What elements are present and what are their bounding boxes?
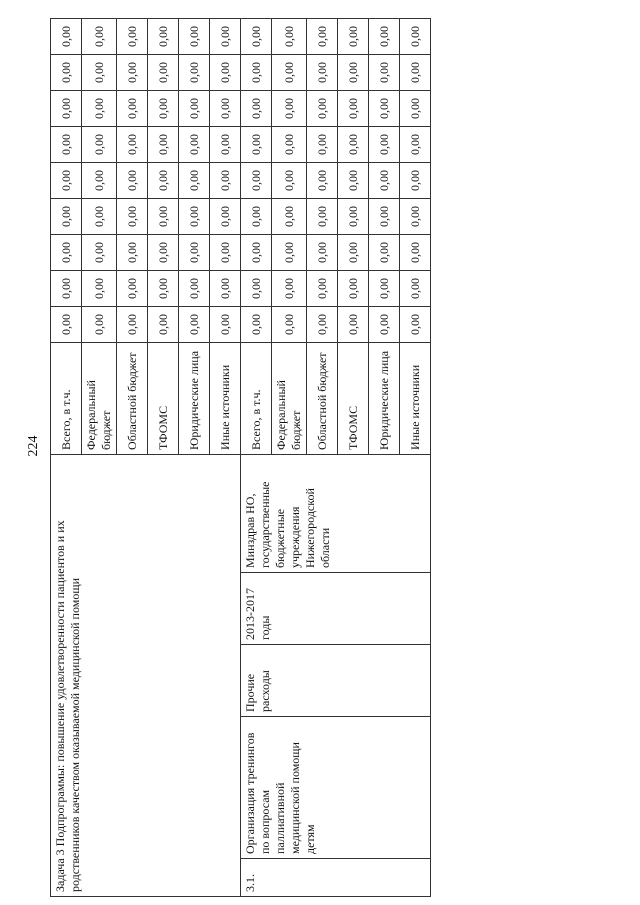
value-cell: 0,00 bbox=[51, 126, 82, 162]
value-cell: 0,00 bbox=[179, 234, 210, 270]
funding-source-label: ТФОМС bbox=[338, 342, 369, 454]
value-cell: 0,00 bbox=[148, 126, 179, 162]
value-cell: 0,00 bbox=[272, 18, 307, 54]
value-cell: 0,00 bbox=[179, 198, 210, 234]
value-cell: 0,00 bbox=[148, 306, 179, 342]
financing-table bbox=[50, 18, 431, 897]
value-cell: 0,00 bbox=[400, 162, 431, 198]
table-row bbox=[51, 18, 82, 896]
value-cell: 0,00 bbox=[307, 90, 338, 126]
value-cell: 0,00 bbox=[338, 270, 369, 306]
value-cell: 0,00 bbox=[210, 198, 241, 234]
value-cell: 0,00 bbox=[307, 306, 338, 342]
value-cell: 0,00 bbox=[369, 234, 400, 270]
value-cell: 0,00 bbox=[82, 126, 117, 162]
funding-source-label: Областной бюджет bbox=[117, 342, 148, 454]
value-cell: 0,00 bbox=[272, 270, 307, 306]
page-number: 224 bbox=[26, 435, 41, 457]
value-cell: 0,00 bbox=[51, 54, 82, 90]
expense-type: Прочие расходы bbox=[241, 645, 431, 717]
value-cell: 0,00 bbox=[241, 234, 272, 270]
value-cell: 0,00 bbox=[241, 270, 272, 306]
value-cell: 0,00 bbox=[338, 126, 369, 162]
value-cell: 0,00 bbox=[148, 90, 179, 126]
value-cell: 0,00 bbox=[210, 306, 241, 342]
value-cell: 0,00 bbox=[148, 234, 179, 270]
value-cell: 0,00 bbox=[369, 162, 400, 198]
activity-executor: Минздрав НО, государственные бюджетные учреждения Нижегородской области bbox=[241, 454, 431, 572]
value-cell: 0,00 bbox=[400, 198, 431, 234]
value-cell: 0,00 bbox=[179, 162, 210, 198]
value-cell: 0,00 bbox=[307, 162, 338, 198]
value-cell: 0,00 bbox=[400, 270, 431, 306]
funding-source-label: Иные источники bbox=[210, 342, 241, 454]
value-cell: 0,00 bbox=[369, 18, 400, 54]
value-cell: 0,00 bbox=[272, 198, 307, 234]
funding-source-label: Всего, в т.ч. bbox=[241, 342, 272, 454]
value-cell: 0,00 bbox=[82, 90, 117, 126]
value-cell: 0,00 bbox=[117, 234, 148, 270]
value-cell: 0,00 bbox=[82, 54, 117, 90]
value-cell: 0,00 bbox=[272, 234, 307, 270]
value-cell: 0,00 bbox=[241, 306, 272, 342]
value-cell: 0,00 bbox=[148, 270, 179, 306]
value-cell: 0,00 bbox=[210, 90, 241, 126]
value-cell: 0,00 bbox=[117, 162, 148, 198]
funding-source-label: Юридические лица bbox=[179, 342, 210, 454]
value-cell: 0,00 bbox=[117, 90, 148, 126]
activity-period: 2013-2017 годы bbox=[241, 573, 431, 645]
value-cell: 0,00 bbox=[117, 126, 148, 162]
value-cell: 0,00 bbox=[272, 54, 307, 90]
value-cell: 0,00 bbox=[400, 54, 431, 90]
value-cell: 0,00 bbox=[338, 90, 369, 126]
value-cell: 0,00 bbox=[210, 270, 241, 306]
value-cell: 0,00 bbox=[400, 18, 431, 54]
value-cell: 0,00 bbox=[400, 234, 431, 270]
value-cell: 0,00 bbox=[272, 90, 307, 126]
value-cell: 0,00 bbox=[51, 162, 82, 198]
value-cell: 0,00 bbox=[82, 234, 117, 270]
value-cell: 0,00 bbox=[338, 198, 369, 234]
value-cell: 0,00 bbox=[179, 54, 210, 90]
value-cell: 0,00 bbox=[179, 90, 210, 126]
value-cell: 0,00 bbox=[210, 234, 241, 270]
value-cell: 0,00 bbox=[369, 90, 400, 126]
value-cell: 0,00 bbox=[272, 162, 307, 198]
value-cell: 0,00 bbox=[369, 270, 400, 306]
value-cell: 0,00 bbox=[241, 90, 272, 126]
value-cell: 0,00 bbox=[338, 306, 369, 342]
value-cell: 0,00 bbox=[241, 18, 272, 54]
funding-source-label: Федеральный бюджет bbox=[82, 342, 117, 454]
value-cell: 0,00 bbox=[241, 162, 272, 198]
value-cell: 0,00 bbox=[148, 18, 179, 54]
value-cell: 0,00 bbox=[210, 162, 241, 198]
value-cell: 0,00 bbox=[400, 126, 431, 162]
value-cell: 0,00 bbox=[307, 234, 338, 270]
value-cell: 0,00 bbox=[307, 54, 338, 90]
value-cell: 0,00 bbox=[51, 270, 82, 306]
value-cell: 0,00 bbox=[210, 54, 241, 90]
value-cell: 0,00 bbox=[369, 198, 400, 234]
funding-source-label: Федеральный бюджет bbox=[272, 342, 307, 454]
value-cell: 0,00 bbox=[117, 198, 148, 234]
value-cell: 0,00 bbox=[179, 306, 210, 342]
value-cell: 0,00 bbox=[369, 126, 400, 162]
value-cell: 0,00 bbox=[82, 18, 117, 54]
value-cell: 0,00 bbox=[241, 198, 272, 234]
value-cell: 0,00 bbox=[51, 234, 82, 270]
value-cell: 0,00 bbox=[272, 306, 307, 342]
value-cell: 0,00 bbox=[307, 126, 338, 162]
table-row bbox=[241, 18, 272, 896]
value-cell: 0,00 bbox=[117, 54, 148, 90]
value-cell: 0,00 bbox=[307, 18, 338, 54]
value-cell: 0,00 bbox=[82, 270, 117, 306]
value-cell: 0,00 bbox=[148, 198, 179, 234]
value-cell: 0,00 bbox=[241, 126, 272, 162]
value-cell: 0,00 bbox=[210, 126, 241, 162]
value-cell: 0,00 bbox=[179, 270, 210, 306]
value-cell: 0,00 bbox=[210, 18, 241, 54]
funding-source-label: Иные источники bbox=[400, 342, 431, 454]
activity-name: Организация тренингов по вопросам паллиативной медицинской помощи детям bbox=[241, 717, 431, 859]
value-cell: 0,00 bbox=[307, 198, 338, 234]
value-cell: 0,00 bbox=[51, 306, 82, 342]
value-cell: 0,00 bbox=[82, 162, 117, 198]
value-cell: 0,00 bbox=[117, 270, 148, 306]
funding-source-label: Областной бюджет bbox=[307, 342, 338, 454]
value-cell: 0,00 bbox=[51, 90, 82, 126]
funding-source-label: Всего, в т.ч. bbox=[51, 342, 82, 454]
value-cell: 0,00 bbox=[400, 306, 431, 342]
value-cell: 0,00 bbox=[179, 126, 210, 162]
value-cell: 0,00 bbox=[148, 54, 179, 90]
activity-number: 3.1. bbox=[241, 859, 431, 897]
value-cell: 0,00 bbox=[338, 18, 369, 54]
value-cell: 0,00 bbox=[179, 18, 210, 54]
value-cell: 0,00 bbox=[307, 270, 338, 306]
funding-source-label: ТФОМС bbox=[148, 342, 179, 454]
value-cell: 0,00 bbox=[51, 18, 82, 54]
value-cell: 0,00 bbox=[82, 306, 117, 342]
funding-source-label: Юридические лица bbox=[369, 342, 400, 454]
value-cell: 0,00 bbox=[272, 126, 307, 162]
value-cell: 0,00 bbox=[241, 54, 272, 90]
value-cell: 0,00 bbox=[338, 162, 369, 198]
value-cell: 0,00 bbox=[117, 18, 148, 54]
value-cell: 0,00 bbox=[369, 54, 400, 90]
task-description: Задача 3 Подпрограммы: повышение удовлетворенности пациентов и их родственников качеством оказываемой медицинской помощи bbox=[51, 454, 241, 896]
value-cell: 0,00 bbox=[400, 90, 431, 126]
value-cell: 0,00 bbox=[338, 54, 369, 90]
value-cell: 0,00 bbox=[51, 198, 82, 234]
value-cell: 0,00 bbox=[82, 198, 117, 234]
value-cell: 0,00 bbox=[117, 306, 148, 342]
value-cell: 0,00 bbox=[369, 306, 400, 342]
value-cell: 0,00 bbox=[148, 162, 179, 198]
value-cell: 0,00 bbox=[338, 234, 369, 270]
